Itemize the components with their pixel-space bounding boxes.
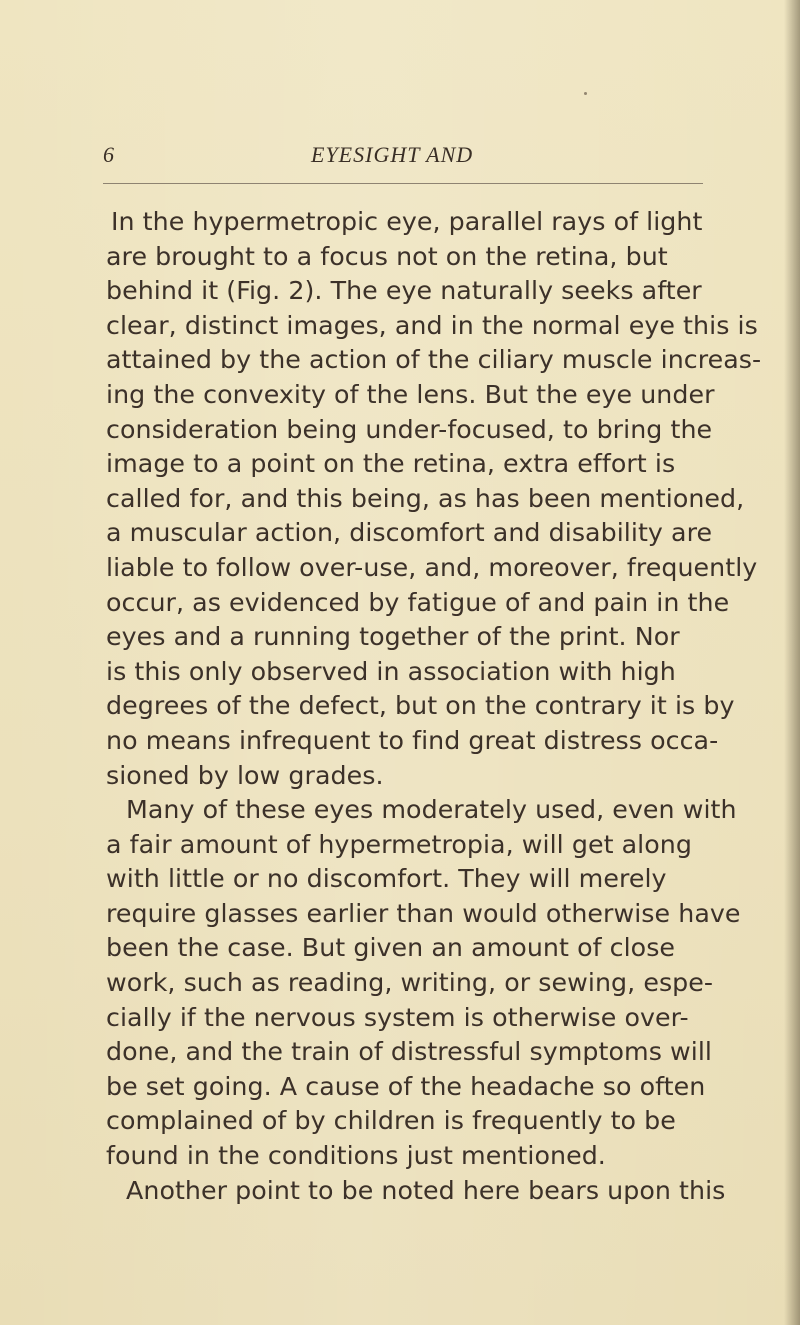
text-line: image to a point on the retina, extra effort is: [106, 449, 676, 479]
text-line: require glasses earlier than would otherwise have: [106, 898, 741, 928]
text-line: done, and the train of distressful symptoms will: [106, 1037, 712, 1067]
text-line: found in the conditions just mentioned.: [106, 1141, 606, 1171]
text-line: no means infrequent to find great distress occa-: [106, 725, 719, 755]
text-line: occur, as evidenced by fatigue of and pain in the: [106, 587, 730, 617]
page-header: [103, 142, 703, 182]
running-head: EYESIGHT AND: [311, 142, 474, 167]
text-line: consideration being under-focused, to bring the: [106, 414, 713, 444]
header-rule: [103, 183, 703, 184]
body-text: [106, 205, 762, 1208]
text-line: In the hypermetropic eye, parallel rays of light: [111, 207, 703, 236]
text-line: complained of by children is frequently to be: [106, 1106, 676, 1136]
text-line: attained by the action of the ciliary muscle increas-: [106, 345, 762, 375]
text-line: eyes and a running together of the print. Nor: [106, 622, 680, 652]
text-line: sioned by low grades.: [106, 760, 384, 790]
text-line: with little or no discomfort. They will merely: [106, 864, 667, 894]
text-line: liable to follow over-use, and, moreover, frequently: [106, 552, 758, 582]
page-edge-shadow: [784, 0, 800, 1325]
text-line: a muscular action, discomfort and disability are: [106, 518, 713, 548]
page-number: 6: [103, 142, 114, 167]
text-line: be set going. A cause of the headache so often: [106, 1071, 706, 1101]
text-line: ing the convexity of the lens. But the eye under: [106, 379, 715, 409]
text-line: degrees of the defect, but on the contrary it is by: [106, 691, 735, 721]
text-line: behind it (Fig. 2). The eye naturally seeks after: [106, 276, 702, 306]
text-line: is this only observed in association with high: [106, 656, 676, 686]
text-line: called for, and this being, as has been mentioned,: [106, 483, 745, 513]
text-line: a fair amount of hypermetropia, will get along: [106, 829, 692, 859]
paper-speck: [584, 92, 587, 95]
text-line: been the case. But given an amount of close: [106, 933, 676, 963]
text-line: Another point to be noted here bears upon this: [126, 1175, 726, 1205]
text-line: cially if the nervous system is otherwise over-: [106, 1002, 689, 1032]
text-line: clear, distinct images, and in the normal eye this is: [106, 310, 758, 340]
text-line: work, such as reading, writing, or sewing, espe-: [106, 968, 714, 998]
text-line: are brought to a focus not on the retina, but: [106, 241, 668, 271]
text-line: Many of these eyes moderately used, even with: [126, 795, 737, 825]
